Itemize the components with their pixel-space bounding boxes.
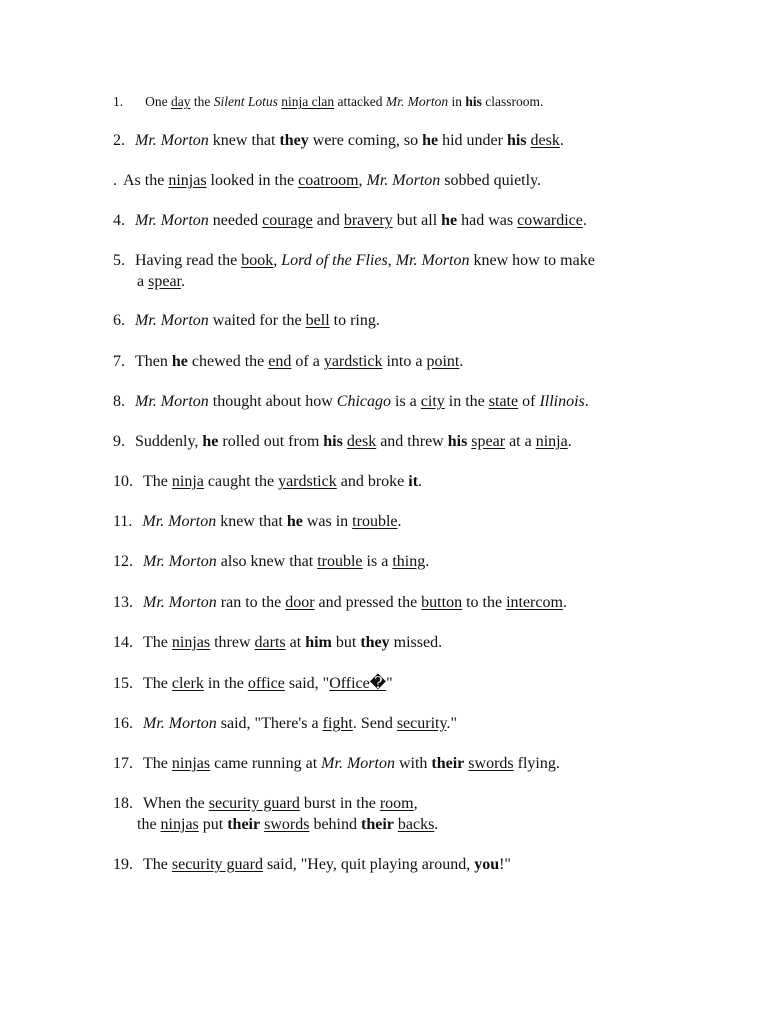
text-segment: missed. xyxy=(389,634,443,651)
underlined-word: state xyxy=(488,393,519,410)
text-segment: and pressed the xyxy=(314,594,422,611)
sentence-number: 9. xyxy=(113,433,125,450)
text-segment: is a xyxy=(391,393,421,410)
text-segment: " xyxy=(386,675,393,692)
underlined-word: courage xyxy=(262,212,313,229)
text-segment: One xyxy=(145,94,171,109)
underlined-word: yardstick xyxy=(278,473,337,490)
text-segment: flying. xyxy=(513,755,560,772)
text-segment: rolled out from xyxy=(218,433,324,450)
text-segment: . xyxy=(397,513,402,530)
text-segment: The xyxy=(143,634,172,651)
underlined-word: spear xyxy=(471,433,506,450)
underlined-word: intercom xyxy=(506,594,563,611)
text-segment: with xyxy=(394,755,432,772)
underlined-word: end xyxy=(268,353,292,370)
text-segment: !" xyxy=(499,856,511,873)
sentence-number: 19. xyxy=(113,856,133,873)
underlined-word: ninjas xyxy=(171,755,211,772)
bold-pronoun: he xyxy=(171,353,188,370)
text-segment: Suddenly, xyxy=(135,433,203,450)
text-segment: ran to the xyxy=(216,594,286,611)
text-segment: sobbed quietly. xyxy=(440,172,542,189)
text-segment: . xyxy=(459,353,464,370)
underlined-word: city xyxy=(420,393,445,410)
italic-name: Mr. Morton xyxy=(143,553,217,570)
text-segment: hid under xyxy=(438,132,507,149)
sentence-number: 8. xyxy=(113,393,125,410)
bold-pronoun: their xyxy=(360,816,394,833)
sentence-16 xyxy=(113,714,457,734)
sentence-2 xyxy=(113,131,564,151)
sentence-12 xyxy=(113,552,429,572)
text-segment: . xyxy=(562,594,567,611)
underlined-word: Office� xyxy=(329,675,387,692)
sentence-3 xyxy=(113,171,541,191)
underlined-word: ninjas xyxy=(160,816,199,833)
text-segment: also knew that xyxy=(216,553,318,570)
sentence-number: 2. xyxy=(113,132,125,149)
sentence-number: 5. xyxy=(113,252,125,269)
text-segment: burst in the xyxy=(299,795,380,812)
text-segment: . xyxy=(434,816,439,833)
text-segment: is a xyxy=(362,553,393,570)
text-segment: . xyxy=(425,553,430,570)
italic-name: Mr. Morton xyxy=(135,393,209,410)
bold-pronoun: they xyxy=(279,132,309,149)
sentence-13 xyxy=(113,593,567,613)
underlined-word: desk xyxy=(346,433,377,450)
text-segment: at xyxy=(285,634,306,651)
text-segment: caught the xyxy=(203,473,279,490)
sentence-number: 18. xyxy=(113,795,133,812)
underlined-word: book xyxy=(241,252,274,269)
text-segment: . xyxy=(582,212,587,229)
sentence-11 xyxy=(113,512,402,532)
text-segment: had was xyxy=(457,212,518,229)
underlined-word: fight xyxy=(322,715,353,732)
sentence-number: 11. xyxy=(113,513,133,530)
text-segment: the xyxy=(137,816,161,833)
bold-pronoun: his xyxy=(447,433,468,450)
italic-name: Mr. Morton xyxy=(143,594,217,611)
text-segment: of xyxy=(518,393,540,410)
italic-name: Silent Lotus xyxy=(213,94,278,109)
text-segment: a xyxy=(137,273,149,290)
sentence-18 xyxy=(113,794,418,814)
underlined-word: coatroom xyxy=(298,172,359,189)
text-segment: As the xyxy=(123,172,169,189)
text-segment: and threw xyxy=(376,433,448,450)
text-segment: Then xyxy=(135,353,172,370)
text-segment: said, "Hey, quit playing around, xyxy=(262,856,475,873)
underlined-word: clerk xyxy=(171,675,204,692)
underlined-word: bravery xyxy=(343,212,393,229)
sentence-number: 7. xyxy=(113,353,125,370)
sentence-number: 13. xyxy=(113,594,133,611)
underlined-word: ninja xyxy=(535,433,568,450)
underlined-word: darts xyxy=(254,634,286,651)
text-segment: thought about how xyxy=(208,393,337,410)
sentence-14 xyxy=(113,633,442,653)
sentence-17 xyxy=(113,754,560,774)
text-segment: at a xyxy=(505,433,536,450)
text-segment: and broke xyxy=(336,473,409,490)
bold-pronoun: he xyxy=(422,132,439,149)
underlined-word: ninjas xyxy=(168,172,207,189)
italic-name: Mr. Morton xyxy=(395,252,470,269)
text-segment: looked in the xyxy=(206,172,299,189)
text-segment: into a xyxy=(382,353,427,370)
text-segment: attacked xyxy=(334,94,386,109)
sentence-number: . xyxy=(113,172,117,189)
bold-pronoun: you xyxy=(474,856,500,873)
italic-name: Mr. Morton xyxy=(385,94,449,109)
text-segment: was in xyxy=(302,513,353,530)
underlined-word: yardstick xyxy=(323,353,383,370)
underlined-word: desk xyxy=(530,132,560,149)
text-segment: said, "There's a xyxy=(216,715,323,732)
sentence-10 xyxy=(113,472,422,492)
bold-pronoun: it xyxy=(408,473,419,490)
sentence-number: 4. xyxy=(113,212,125,229)
text-segment: . xyxy=(567,433,572,450)
italic-name: Lord of the Flies xyxy=(281,252,388,269)
sentence-number: 17. xyxy=(113,755,133,772)
underlined-word: swords xyxy=(264,816,310,833)
text-segment: The xyxy=(143,856,172,873)
underlined-word: day xyxy=(171,94,191,109)
sentence-9 xyxy=(113,432,572,452)
text-segment: and xyxy=(312,212,344,229)
text-segment: came running at xyxy=(210,755,322,772)
bold-pronoun: he xyxy=(286,513,303,530)
text-segment: When the xyxy=(143,795,209,812)
text-segment: waited for the xyxy=(208,312,306,329)
bold-pronoun: their xyxy=(431,755,465,772)
text-segment: , xyxy=(273,252,282,269)
underlined-word: ninja clan xyxy=(281,94,335,109)
underlined-word: ninjas xyxy=(171,634,211,651)
bold-pronoun: he xyxy=(441,212,458,229)
italic-name: Mr. Morton xyxy=(142,513,217,530)
underlined-word: spear xyxy=(148,273,181,290)
bold-pronoun: his xyxy=(323,433,343,450)
underlined-word: room xyxy=(379,795,414,812)
sentence-4 xyxy=(113,211,587,231)
text-segment: . xyxy=(584,393,589,410)
underlined-word: security guard xyxy=(171,856,263,873)
text-segment: in xyxy=(448,94,466,109)
bold-pronoun: he xyxy=(202,433,219,450)
text-segment: , xyxy=(387,252,396,269)
italic-name: Mr. Morton xyxy=(143,715,217,732)
underlined-word: office xyxy=(247,675,285,692)
sentence-number: 12. xyxy=(113,553,133,570)
text-segment: to ring. xyxy=(329,312,380,329)
text-segment: . xyxy=(180,273,185,290)
underlined-word: bell xyxy=(305,312,330,329)
bold-pronoun: him xyxy=(305,634,332,651)
italic-name: Mr. Morton xyxy=(366,172,441,189)
underlined-word: security xyxy=(396,715,447,732)
text-segment: classroom. xyxy=(481,94,544,109)
sentence-15 xyxy=(113,674,393,694)
italic-name: Mr. Morton xyxy=(135,212,209,229)
text-segment: the xyxy=(190,94,214,109)
text-segment: knew that xyxy=(208,132,280,149)
text-segment: said, " xyxy=(284,675,330,692)
text-segment: knew how to make xyxy=(469,252,595,269)
text-segment: , xyxy=(358,172,367,189)
text-segment: to the xyxy=(462,594,507,611)
text-segment: . xyxy=(418,473,423,490)
text-segment: but xyxy=(331,634,361,651)
text-segment: Having read the xyxy=(135,252,242,269)
sentence-5-continuation xyxy=(137,272,185,292)
italic-name: Chicago xyxy=(336,393,391,410)
sentence-number: 14. xyxy=(113,634,133,651)
bold-pronoun: their xyxy=(227,816,261,833)
underlined-word: cowardice xyxy=(517,212,583,229)
text-segment: threw xyxy=(210,634,255,651)
text-segment: behind xyxy=(309,816,361,833)
text-segment: The xyxy=(143,675,172,692)
underlined-word: point xyxy=(426,353,460,370)
text-segment: The xyxy=(143,755,172,772)
text-segment: in the xyxy=(203,675,248,692)
sentence-19 xyxy=(113,855,511,875)
text-segment: , xyxy=(413,795,418,812)
underlined-word: button xyxy=(421,594,463,611)
text-segment: were coming, so xyxy=(308,132,423,149)
sentence-number: 15. xyxy=(113,675,133,692)
text-segment: of a xyxy=(291,353,324,370)
bold-pronoun: they xyxy=(360,634,390,651)
underlined-word: ninja xyxy=(171,473,204,490)
underlined-word: thing xyxy=(392,553,426,570)
text-segment: . xyxy=(559,132,564,149)
sentence-1 xyxy=(113,92,543,112)
text-segment: put xyxy=(198,816,228,833)
sentence-5 xyxy=(113,251,595,271)
text-segment: but all xyxy=(392,212,442,229)
sentence-number: 10. xyxy=(113,473,133,490)
sentence-6 xyxy=(113,311,380,331)
sentence-18-continuation xyxy=(137,815,438,835)
underlined-word: trouble xyxy=(317,553,363,570)
sentence-number: 6. xyxy=(113,312,125,329)
bold-pronoun: his xyxy=(506,132,527,149)
italic-name: Illinois xyxy=(539,393,585,410)
sentence-7 xyxy=(113,352,463,372)
underlined-word: trouble xyxy=(352,513,398,530)
italic-name: Mr. Morton xyxy=(135,132,209,149)
text-segment: The xyxy=(143,473,172,490)
underlined-word: backs xyxy=(397,816,435,833)
sentence-number: 16. xyxy=(113,715,133,732)
underlined-word: door xyxy=(285,594,315,611)
underlined-word: swords xyxy=(468,755,514,772)
text-segment: knew that xyxy=(216,513,287,530)
italic-name: Mr. Morton xyxy=(321,755,395,772)
sentence-number: 1. xyxy=(113,94,124,109)
italic-name: Mr. Morton xyxy=(135,312,209,329)
text-segment: ." xyxy=(446,715,457,732)
underlined-word: security guard xyxy=(208,795,300,812)
text-segment: in the xyxy=(444,393,489,410)
text-segment: . Send xyxy=(352,715,397,732)
sentence-8 xyxy=(113,392,589,412)
text-segment: chewed the xyxy=(187,353,269,370)
bold-pronoun: his xyxy=(465,94,482,109)
text-segment: needed xyxy=(208,212,263,229)
